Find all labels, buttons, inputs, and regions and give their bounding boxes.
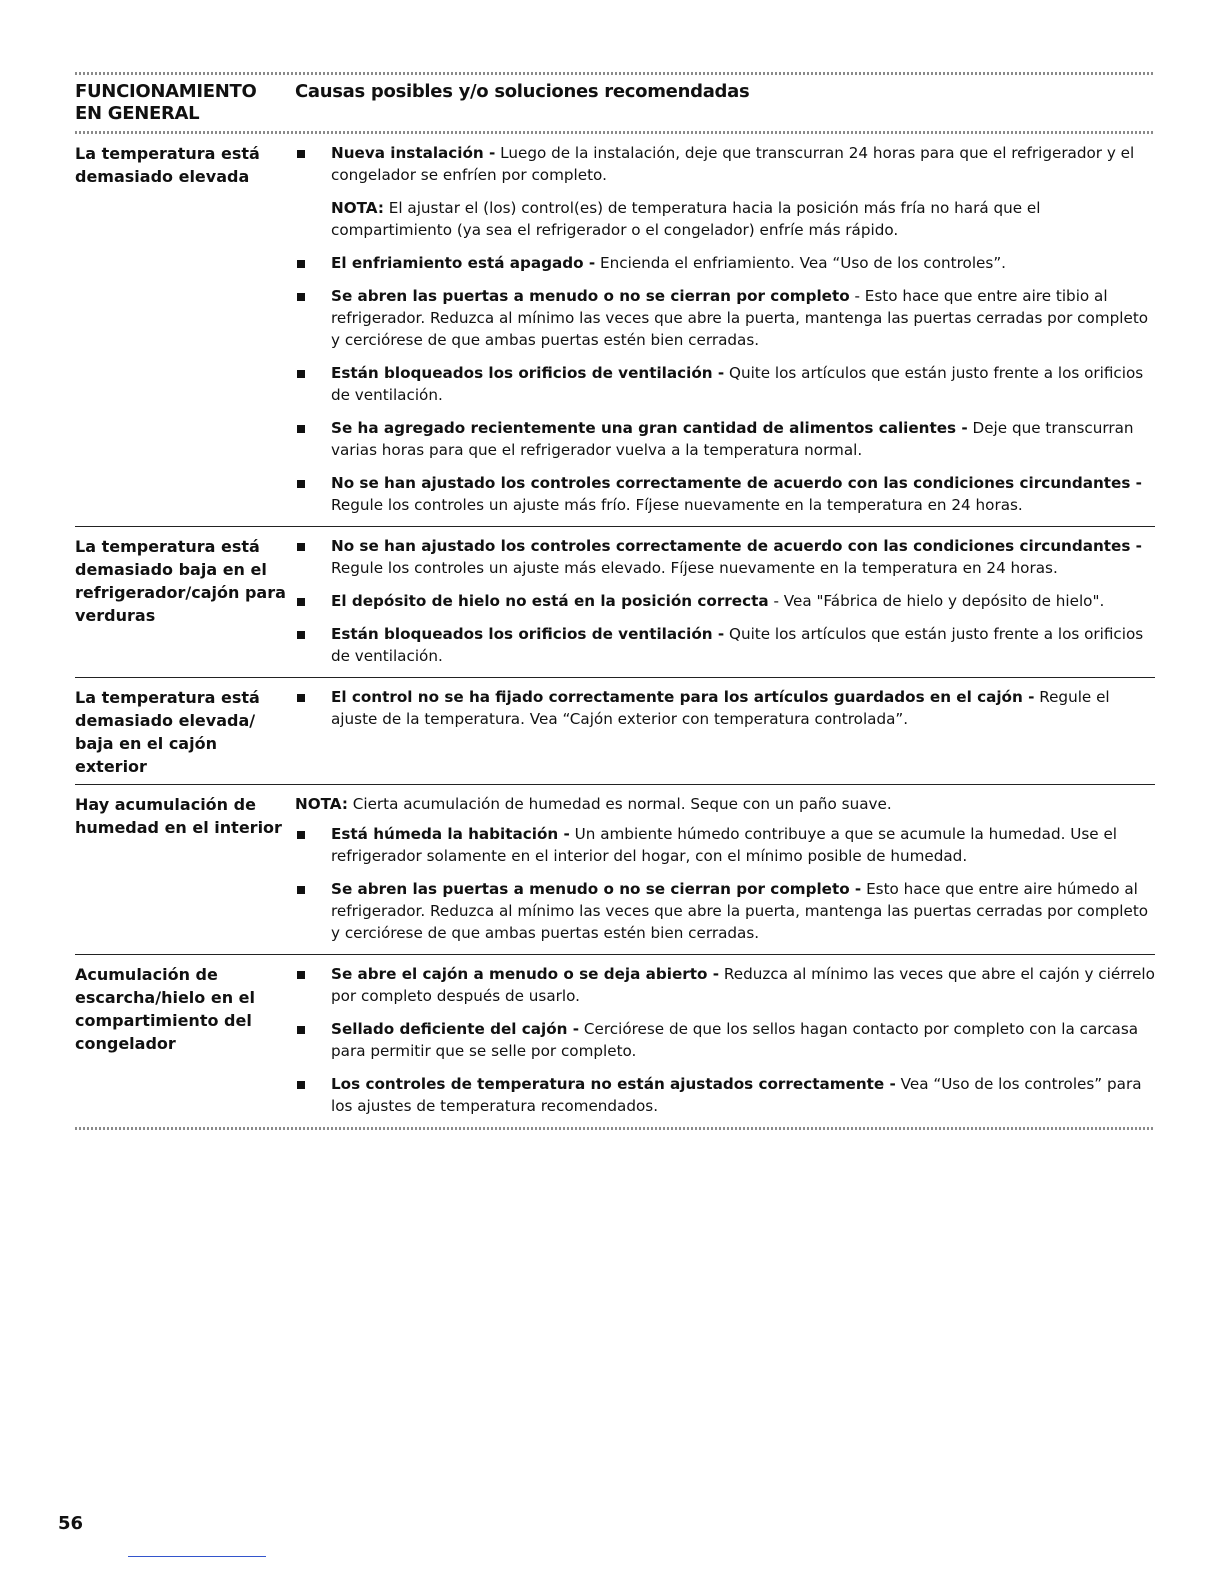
causes-list bbox=[295, 535, 1155, 671]
problem-label: La temperatura está demasiado baja en el refrigerador/cajón para verduras bbox=[75, 537, 286, 625]
list-item: No se han ajustado los controles correctamente de acuerdo con las condiciones circundantes - Regule los controles un ajuste más elevado. Fíjese nuevamente en la temperatura en 24 horas. bbox=[295, 535, 1155, 579]
list-item: No se han ajustado los controles correctamente de acuerdo con las condiciones circundantes - Regule los controles un ajuste más frío. Fíjese nuevamente en la temperatura en 24 horas. bbox=[295, 472, 1155, 516]
list-item: El control no se ha fijado correctamente para los artículos guardados en el cajón - Regule el ajuste de la temperatura. Vea “Cajón exterior con temperatura controlada”. bbox=[295, 686, 1155, 730]
footer-rule bbox=[128, 1556, 266, 1557]
list-item: Los controles de temperatura no están ajustados correctamente - Vea “Uso de los controles” para los ajustes de temperatura recomendados. bbox=[295, 1073, 1155, 1117]
bullet-icon bbox=[297, 370, 305, 378]
list-item: El enfriamiento está apagado - Encienda el enfriamiento. Vea “Uso de los controles”. bbox=[295, 252, 1155, 274]
list-item: Está húmeda la habitación - Un ambiente húmedo contribuye a que se acumule la humedad. Use el refrigerador solamente en el interior del hogar, con el mínimo posible de humedad. bbox=[295, 823, 1155, 867]
list-item: Se abren las puertas a menudo o no se cierran por completo - Esto hace que entre aire húmedo al refrigerador. Reduzca al mínimo las veces que abre la puerta, mantenga las puertas cerradas por completo y cerciórese de que ambas puertas estén bien cerradas. bbox=[295, 878, 1155, 944]
table-row bbox=[75, 527, 1155, 678]
bullet-icon bbox=[297, 480, 305, 488]
bullet-icon bbox=[297, 1081, 305, 1089]
bullet-icon bbox=[297, 150, 305, 158]
bullet-icon bbox=[297, 631, 305, 639]
bullet-icon bbox=[297, 971, 305, 979]
bullet-icon bbox=[297, 694, 305, 702]
causes-list bbox=[295, 963, 1155, 1121]
causes-list bbox=[295, 686, 1155, 778]
problem-label: La temperatura está demasiado elevada bbox=[75, 144, 260, 186]
list-item: Sellado deficiente del cajón - Cerciórese de que los sellos hagan contacto por completo con la carcasa para permitir que se selle por completo. bbox=[295, 1018, 1155, 1062]
list-item: Se abre el cajón a menudo o se deja abierto - Reduzca al mínimo las veces que abre el cajón y ciérrelo por completo después de usarlo. bbox=[295, 963, 1155, 1007]
list-item: Se abren las puertas a menudo o no se cierran por completo - Esto hace que entre aire tibio al refrigerador. Reduzca al mínimo las veces que abre la puerta, mantenga las puertas cerradas por completo y cerciórese de que ambas puertas estén bien cerradas. bbox=[295, 285, 1155, 351]
problem-label: Hay acumulación de humedad en el interior bbox=[75, 795, 282, 837]
bullet-icon bbox=[297, 831, 305, 839]
bullet-icon bbox=[297, 1026, 305, 1034]
table-row bbox=[75, 955, 1155, 1127]
causes-list bbox=[295, 793, 1155, 948]
bottom-dotted-rule bbox=[75, 1127, 1155, 1130]
bullet-icon bbox=[297, 886, 305, 894]
header-causes: Causas posibles y/o soluciones recomendadas bbox=[295, 81, 750, 102]
bullet-icon bbox=[297, 543, 305, 551]
troubleshooting-table bbox=[75, 72, 1155, 1130]
list-item: Están bloqueados los orificios de ventilación - Quite los artículos que están justo frente a los orificios de ventilación. bbox=[295, 623, 1155, 667]
table-header bbox=[75, 75, 1155, 131]
problem-label: Acumulación de escarcha/hielo en el compartimiento del congelador bbox=[75, 965, 255, 1053]
note: NOTA: Cierta acumulación de humedad es normal. Seque con un paño suave. bbox=[295, 795, 892, 813]
table-row bbox=[75, 785, 1155, 955]
causes-list bbox=[295, 142, 1155, 520]
table-row bbox=[75, 134, 1155, 527]
list-item: Se ha agregado recientemente una gran cantidad de alimentos calientes - Deje que transcurran varias horas para que el refrigerador vuelva a la temperatura normal. bbox=[295, 417, 1155, 461]
table-row bbox=[75, 678, 1155, 785]
note: NOTA: El ajustar el (los) control(es) de temperatura hacia la posición más fría no hará que el compartimiento (ya sea el refrigerador o el congelador) enfríe más rápido. bbox=[331, 199, 1041, 239]
problem-label: La temperatura está demasiado elevada/ baja en el cajón exterior bbox=[75, 688, 260, 776]
page-number: 56 bbox=[58, 1513, 84, 1534]
bullet-icon bbox=[297, 425, 305, 433]
bullet-icon bbox=[297, 260, 305, 268]
list-item: Están bloqueados los orificios de ventilación - Quite los artículos que están justo frente a los orificios de ventilación. bbox=[295, 362, 1155, 406]
bullet-icon bbox=[297, 293, 305, 301]
list-item: El depósito de hielo no está en la posición correcta - Vea "Fábrica de hielo y depósito de hielo". bbox=[295, 590, 1155, 612]
header-category: FUNCIONAMIENTO EN GENERAL bbox=[75, 81, 257, 124]
list-item: Nueva instalación - Luego de la instalación, deje que transcurran 24 horas para que el refrigerador y el congelador se enfríen por completo. bbox=[295, 142, 1155, 186]
bullet-icon bbox=[297, 598, 305, 606]
